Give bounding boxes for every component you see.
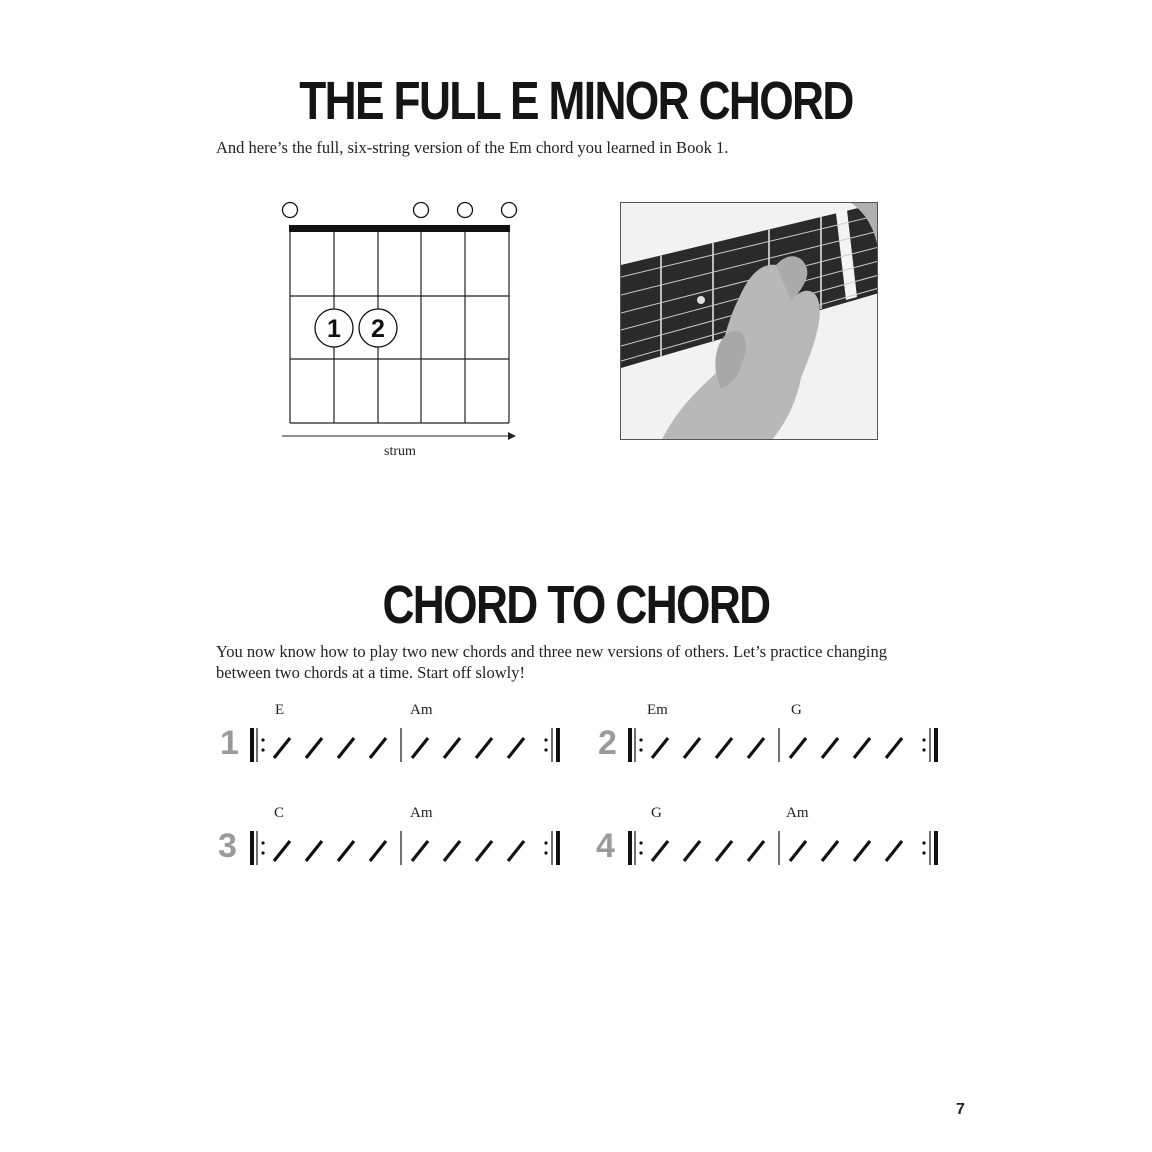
nut bbox=[289, 225, 510, 232]
open-string-3 bbox=[414, 203, 429, 218]
exercise-number: 3 bbox=[218, 827, 237, 865]
chord-name-b: Am bbox=[786, 805, 809, 821]
finger-label-2: 2 bbox=[371, 315, 385, 343]
finger-dot-2 bbox=[359, 309, 397, 347]
finger-dot-1 bbox=[315, 309, 353, 347]
em-chord-photo bbox=[620, 202, 878, 440]
rhythm-staff bbox=[246, 831, 566, 867]
section-title-e-minor: THE FULL E MINOR CHORD bbox=[299, 71, 853, 131]
open-string-2 bbox=[458, 203, 473, 218]
exercise-number: 4 bbox=[596, 827, 615, 865]
section2-line-2: between two chords at a time. Start off slowly! bbox=[216, 663, 525, 682]
finger-label-1: 1 bbox=[327, 315, 341, 343]
chord-name-b: G bbox=[791, 702, 802, 718]
section-title-chord-to-chord: CHORD TO CHORD bbox=[382, 575, 770, 635]
exercise-number: 2 bbox=[598, 724, 617, 762]
section2-text bbox=[216, 641, 946, 683]
section2-line-1: You now know how to play two new chords and three new versions of others. Let’s practice changing bbox=[216, 642, 888, 661]
chord-name-a: Em bbox=[647, 702, 668, 718]
intro-paragraph: And here’s the full, six-string version of the Em chord you learned in Book 1. bbox=[216, 138, 729, 157]
chord-name-a: C bbox=[274, 805, 285, 821]
chord-name-a: G bbox=[651, 805, 662, 821]
page-number: 7 bbox=[956, 1101, 965, 1118]
exercise-number: 1 bbox=[220, 724, 239, 762]
em-chord-diagram bbox=[270, 195, 530, 465]
hand-fretboard-illustration bbox=[621, 203, 878, 440]
chord-name-b: Am bbox=[410, 805, 433, 821]
open-string-6 bbox=[283, 203, 298, 218]
rhythm-staff bbox=[624, 831, 944, 867]
rhythm-staff bbox=[624, 728, 944, 764]
open-string-1 bbox=[502, 203, 517, 218]
rhythm-staff bbox=[246, 728, 566, 764]
strum-arrow-head bbox=[508, 432, 516, 440]
section-intro-text bbox=[216, 137, 946, 158]
chord-name-a: E bbox=[275, 702, 285, 718]
strum-label: strum bbox=[384, 444, 416, 459]
chord-name-b: Am bbox=[410, 702, 433, 718]
